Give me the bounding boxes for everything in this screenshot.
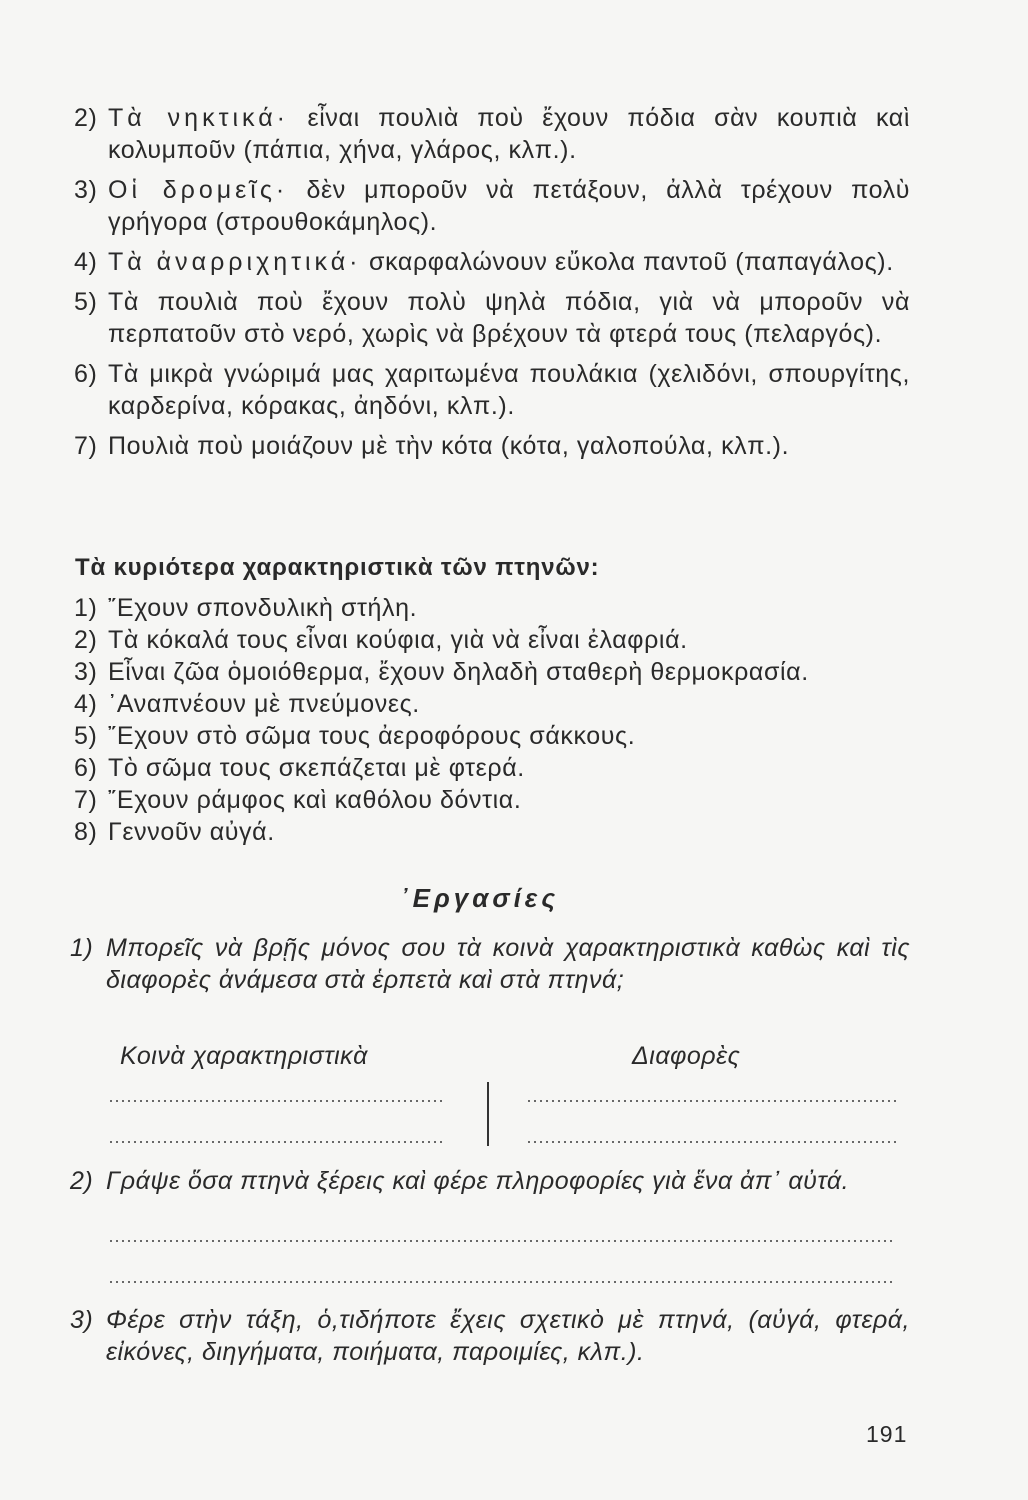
item-text: Γεννοῦν αὐγά. [108,818,275,846]
bird-groups-list [70,102,910,462]
exercise-number: 3) [70,1306,94,1334]
item-number: 4) [74,248,98,276]
list-item [70,720,910,752]
exercises-title: ᾿Εργασίες [400,883,560,913]
group-description: Τὰ μικρὰ γνώριμά μας χαριτωμένα πουλάκια (χελιδόνι, σπουργίτης, καρδερίνα, κόρακας, ἀηδόνι, κλπ.). [108,360,910,420]
item-number: 6) [74,754,98,782]
exercise-text: Φέρε στὴν τάξη, ὁ,τιδήποτε ἔχεις σχετικὸ μὲ πτηνά, (αὐγά, φτερά, εἰκόνες, διηγήματα, ποιήματα, παροιμίες, κλπ.). [106,1306,910,1366]
item-number: 3) [74,176,98,204]
exercise-text: Μπορεῖς νὰ βρῇς μόνος σου τὰ κοινὰ χαρακτηριστικὰ καθὼς καὶ τὶς διαφορὲς ἀνάμεσα στὰ ἑρπετὰ καὶ στὰ πτηνά; [106,934,910,994]
group-description: σκαρφαλώνουν εὔκολα παντοῦ (παπαγάλος). [361,248,894,276]
answer-line[interactable] [108,1240,896,1242]
exercise-text: Γράψε ὅσα πτηνὰ ξέρεις καὶ φέρε πληροφορίες γιὰ ἕνα ἀπ᾿ αὐτά. [106,1167,850,1195]
answer-line[interactable] [108,1100,444,1102]
item-number: 7) [74,432,98,460]
item-number: 6) [74,360,98,388]
exercise-number: 1) [70,934,94,962]
answer-line[interactable] [526,1100,896,1102]
item-number: 8) [74,818,98,846]
column-divider [487,1082,489,1146]
list-item [70,102,910,166]
exercise-3 [70,1304,910,1368]
characteristics-list [70,592,910,848]
item-text: ῎Εχουν στὸ σῶμα τους ἀεροφόρους σάκκους. [108,722,636,750]
list-item [70,784,910,816]
list-item [70,246,910,278]
list-item [70,358,910,422]
item-number: 2) [74,104,98,132]
group-description: δὲν μποροῦν νὰ πετάξουν, ἀλλὰ τρέχουν πολὺ γρήγορα (στρουθοκάμηλος). [108,176,910,236]
answer-line[interactable] [108,1281,896,1283]
item-number: 3) [74,658,98,686]
list-item [70,816,910,848]
group-term: Τὰ νηκτικά· [108,104,289,132]
list-item [70,752,910,784]
item-number: 1) [74,594,98,622]
group-term: Οἱ δρομεῖς· [108,176,289,204]
group-description: Τὰ πουλιὰ ποὺ ἔχουν πολὺ ψηλὰ πόδια, γιὰ νὰ μποροῦν νὰ περπατοῦν στὸ νερό, χωρὶς νὰ βρέχουν τὰ φτερά τους (πελαργός). [108,288,910,348]
item-number: 5) [74,288,98,316]
list-item [70,430,910,462]
item-text: Τὰ κόκαλά τους εἶναι κούφια, γιὰ νὰ εἶναι ἐλαφριά. [108,626,688,654]
item-text: Εἶναι ζῶα ὁμοιόθερμα, ἔχουν δηλαδὴ σταθερὴ θερμοκρασία. [108,658,809,686]
list-item [70,688,910,720]
differences-header: Διαφορὲς [632,1042,741,1070]
answer-line[interactable] [526,1141,896,1143]
item-text: ᾿Αναπνέουν μὲ πνεύμονες. [108,690,420,718]
item-number: 7) [74,786,98,814]
item-text: Τὸ σῶμα τους σκεπάζεται μὲ φτερά. [108,754,525,782]
item-number: 2) [74,626,98,654]
list-item [70,286,910,350]
item-text: ῎Εχουν σπονδυλικὴ στήλη. [108,594,418,622]
group-description: εἶναι πουλιὰ ποὺ ἔχουν πόδια σὰν κουπιὰ καὶ κολυμποῦν (πάπια, χήνα, γλάρος, κλπ.). [108,104,910,164]
exercise-number: 2) [70,1167,94,1195]
item-number: 5) [74,722,98,750]
answer-line[interactable] [108,1141,444,1143]
list-item [70,656,910,688]
common-features-header: Κοινὰ χαρακτηριστικὰ [120,1042,368,1070]
item-text: ῎Εχουν ράμφος καὶ καθόλου δόντια. [108,786,522,814]
page-number: 191 [866,1421,908,1447]
exercise-1 [70,932,910,996]
list-item [70,592,910,624]
exercise-2 [70,1165,910,1197]
group-term: Τὰ ἀναρριχητικά· [108,248,362,276]
group-description: Πουλιὰ ποὺ μοιάζουν μὲ τὴν κότα (κότα, γαλοπούλα, κλπ.). [108,432,790,460]
item-number: 4) [74,690,98,718]
characteristics-heading: Τὰ κυριότερα χαρακτηριστικὰ τῶν πτηνῶν: [75,554,600,581]
list-item [70,174,910,238]
list-item [70,624,910,656]
